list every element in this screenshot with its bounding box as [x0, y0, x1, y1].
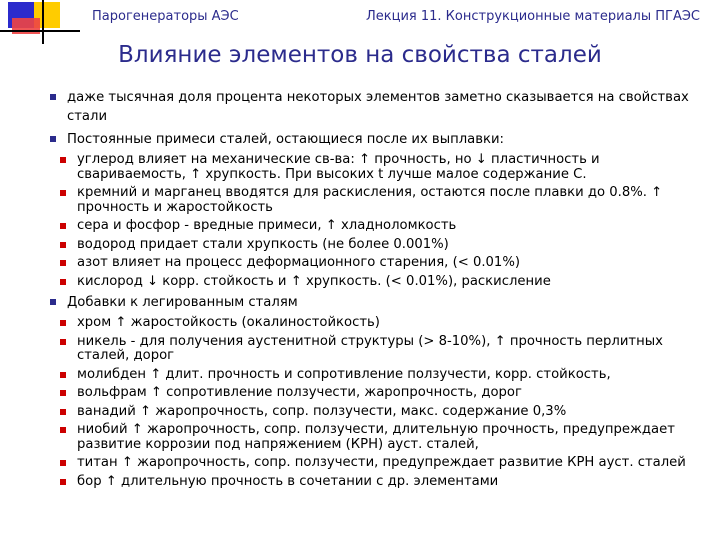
red-square-bullet-icon [60, 157, 66, 163]
sub-bullet-item [60, 275, 690, 290]
square-bullet-icon [50, 136, 56, 142]
red-square-bullet-icon [60, 223, 66, 229]
sub-bullet-text: вольфрам ↑ сопротивление ползучести, жаропрочность, дорог [77, 385, 522, 400]
bullet-text: Добавки к легированным сталям [67, 295, 298, 310]
sub-bullet-text: никель - для получения аустенитной структуры (> 8-10%), ↑ прочность перлитных сталей, дорог [77, 333, 663, 363]
bullet-item [50, 130, 690, 149]
red-square-bullet-icon [60, 427, 66, 433]
slide-logo [0, 0, 80, 45]
sub-bullet-text: азот влияет на процесс деформационного старения, (< 0.01%) [77, 255, 520, 270]
sub-bullet-item [60, 405, 690, 420]
sub-bullet-text: молибден ↑ длит. прочность и сопротивление ползучести, корр. стойкость, [77, 366, 611, 382]
red-square-bullet-icon [60, 242, 66, 248]
sub-bullet-item [60, 335, 690, 364]
logo-horizontal-line [0, 30, 80, 32]
sub-bullet-item [60, 475, 690, 490]
red-square-bullet-icon [60, 320, 66, 326]
red-square-bullet-icon [60, 190, 66, 196]
sub-bullet-text: водород придает стали хрупкость (не более 0.001%) [77, 236, 449, 252]
sub-bullet-text: кремний и марганец вводятся для раскисления, остаются после плавки до 0.8%. ↑ прочность и жаростойкость [77, 185, 663, 215]
sub-bullet-item [60, 386, 690, 401]
sub-bullet-item [60, 238, 690, 253]
header-course-name: Парогенераторы АЭС [92, 9, 239, 24]
sub-bullet-item [60, 423, 690, 452]
sub-bullet-text: ванадий ↑ жаропрочность, сопр. ползучести, макс. содержание 0,3% [77, 403, 567, 419]
slide-body [50, 88, 690, 493]
sub-bullet-text: кислород ↓ корр. стойкость и ↑ хрупкость. (< 0.01%), раскисление [77, 273, 551, 289]
sub-bullet-text: бор ↑ длительную прочность в сочетании с др. элементами [77, 473, 499, 489]
bullet-item [50, 88, 690, 126]
sub-bullet-text: титан ↑ жаропрочность, сопр. ползучести, предупреждает развитие КРН ауст. сталей [77, 455, 686, 470]
sub-bullet-item [60, 153, 690, 182]
sub-bullet-item [60, 186, 690, 215]
sub-bullet-list [60, 153, 690, 289]
sub-bullet-item [60, 368, 690, 383]
sub-bullet-text: ниобий ↑ жаропрочность, сопр. ползучести, длительную прочность, предупреждает развитие коррозии под напряжением (КРН) ауст. сталей, [77, 422, 675, 452]
red-square-bullet-icon [60, 409, 66, 415]
bullet-text: даже тысячная доля процента некоторых элементов заметно сказывается на свойствах стали [67, 90, 689, 124]
sub-bullet-item [60, 316, 690, 331]
sub-bullet-text: углерод влияет на механические св-ва: ↑ прочность, но ↓ пластичность и свариваемость, ↑ хрупкость. При высоких t лучше малое содержание С. [77, 152, 600, 182]
red-square-bullet-icon [60, 460, 66, 466]
sub-bullet-text: сера и фосфор - вредные примеси, ↑ хладноломкость [77, 218, 457, 233]
bullet-item [50, 293, 690, 312]
red-square-bullet-icon [60, 339, 66, 345]
bullet-text: Постоянные примеси сталей, остающиеся после их выплавки: [67, 132, 505, 147]
header-lecture-name: Лекция 11. Конструкционные материалы ПГАЭС [366, 9, 700, 24]
sub-bullet-item [60, 256, 690, 271]
sub-bullet-item [60, 219, 690, 234]
red-square-bullet-icon [60, 390, 66, 396]
slide-title: Влияние элементов на свойства сталей [118, 42, 602, 68]
square-bullet-icon [50, 299, 56, 305]
red-square-bullet-icon [60, 260, 66, 266]
sub-bullet-list [60, 316, 690, 489]
sub-bullet-text: хром ↑ жаростойкость (окалиностойкость) [77, 315, 380, 330]
square-bullet-icon [50, 94, 56, 100]
logo-vertical-line [42, 0, 44, 44]
red-square-bullet-icon [60, 279, 66, 285]
red-square-bullet-icon [60, 372, 66, 378]
sub-bullet-item [60, 456, 690, 471]
red-square-bullet-icon [60, 479, 66, 485]
